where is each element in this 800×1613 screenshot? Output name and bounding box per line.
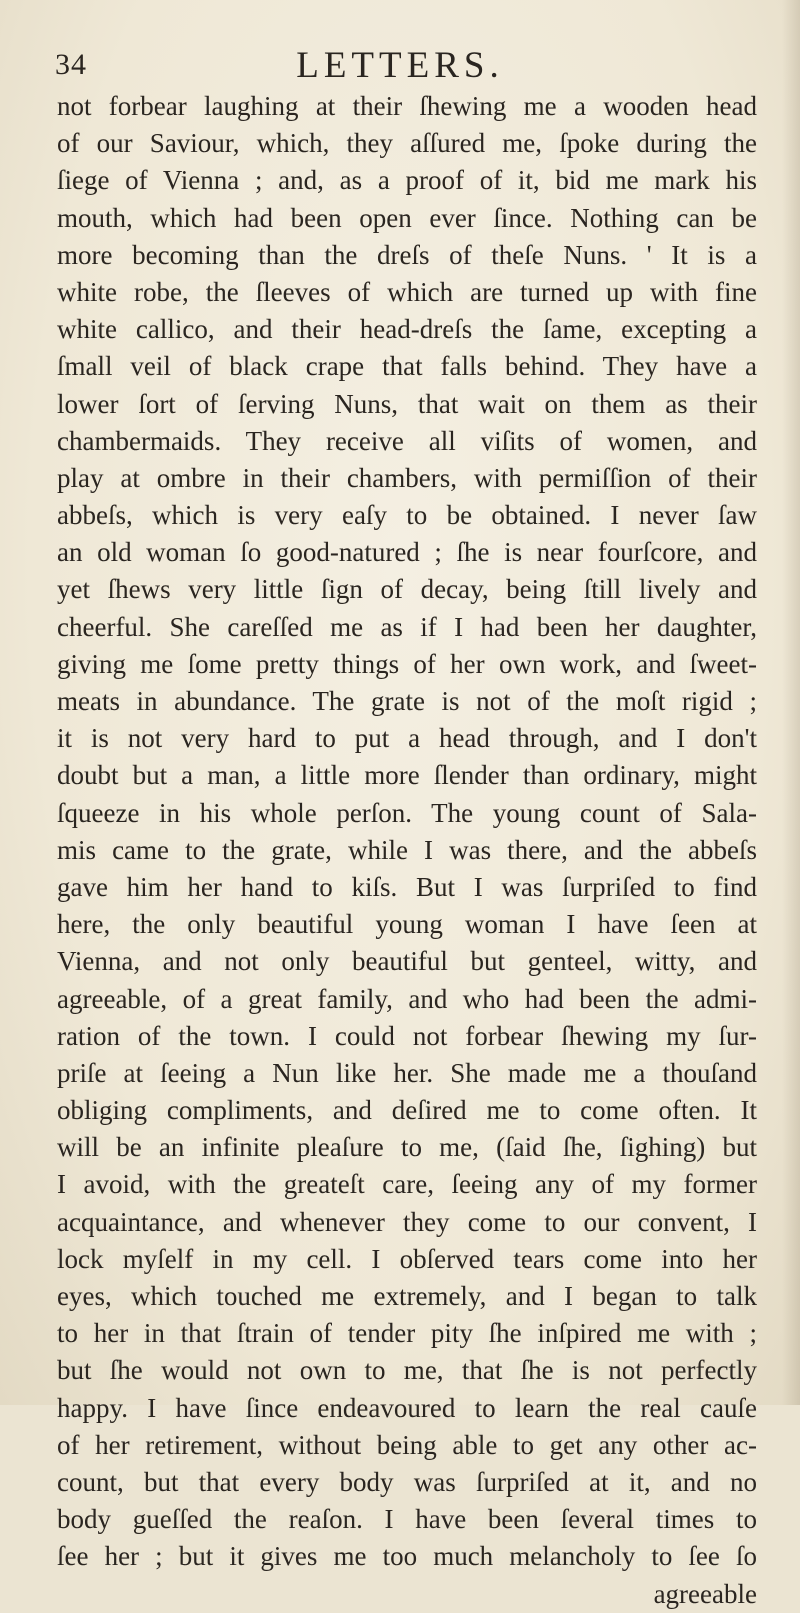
text-line: ſmall veil of black crape that falls behind. They have a: [57, 351, 757, 382]
text-line: of her retirement, without being able to get any other ac-: [57, 1429, 757, 1460]
text-line: mouth, which had been open ever ſince. Nothing can be: [57, 202, 757, 233]
text-line: lower ſort of ſerving Nuns, that wait on them as their: [57, 388, 757, 419]
text-line: play at ombre in their chambers, with permiſſion of their: [57, 462, 757, 493]
text-line: count, but that every body was ſurpriſed at it, and no: [57, 1466, 757, 1497]
text-line: Vienna, and not only beautiful but genteel, witty, and: [57, 946, 757, 977]
text-line: yet ſhews very little ſign of decay, being ſtill lively and: [57, 574, 757, 605]
text-line: agreeable, of a great family, and who had been the admi-: [57, 983, 757, 1014]
text-line: it is not very hard to put a head through, and I don't: [57, 723, 757, 754]
text-line: white callico, and their head-dreſs the ſame, excepting a: [57, 314, 757, 345]
text-line: will be an infinite pleaſure to me, (ſaid ſhe, ſighing) but: [57, 1132, 757, 1163]
text-line: of our Saviour, which, they aſſured me, ſpoke during the: [57, 128, 757, 159]
text-line: but ſhe would not own to me, that ſhe is not perfectly: [57, 1355, 757, 1386]
text-line: ſiege of Vienna ; and, as a proof of it, bid me mark his: [57, 165, 757, 196]
text-line: eyes, which touched me extremely, and I began to talk: [57, 1281, 757, 1311]
text-line: I avoid, with the greateſt care, ſeeing any of my former: [57, 1169, 757, 1200]
letter-body-text: [57, 88, 757, 1613]
catchword: agreeable: [653, 1578, 757, 1609]
text-line: abbeſs, which is very eaſy to be obtained. I never ſaw: [57, 500, 757, 531]
text-line: here, the only beautiful young woman I have ſeen at: [57, 909, 757, 940]
text-line: body gueſſed the reaſon. I have been ſeveral times to: [57, 1504, 757, 1535]
text-line: gave him her hand to kiſs. But I was ſurpriſed to find: [57, 871, 757, 902]
text-line: meats in abundance. The grate is not of the moſt rigid ;: [57, 686, 757, 716]
text-line: lock myſelf in my cell. I obſerved tears come into her: [57, 1243, 757, 1274]
text-line: ration of the town. I could not forbear ſhewing my ſur-: [57, 1020, 757, 1051]
text-line: obliging compliments, and deſired me to come often. It: [57, 1095, 757, 1126]
text-line: ſee her ; but it gives me too much melancholy to ſee ſo: [57, 1541, 757, 1572]
text-line: priſe at ſeeing a Nun like her. She made me a thouſand: [57, 1057, 757, 1088]
text-line: more becoming than the dreſs of theſe Nuns. ' It is a: [57, 239, 757, 270]
page-header: [55, 44, 745, 94]
text-line: an old woman ſo good-natured ; ſhe is near fourſcore, and: [57, 537, 757, 568]
running-head: LETTERS.: [296, 45, 504, 86]
page-number: 34: [55, 48, 87, 81]
text-line: happy. I have ſince endeavoured to learn the real cauſe: [57, 1392, 757, 1423]
text-line: white robe, the ſleeves of which are turned up with fine: [57, 276, 757, 307]
text-line: ſqueeze in his whole perſon. The young count of Sala-: [57, 797, 757, 828]
text-line: not forbear laughing at their ſhewing me a wooden head: [57, 91, 757, 121]
text-line: giving me ſome pretty things of her own work, and ſweet-: [57, 648, 757, 679]
text-line: mis came to the grate, while I was there, and the abbeſs: [57, 834, 757, 865]
text-line: to her in that ſtrain of tender pity ſhe inſpired me with ;: [57, 1318, 757, 1349]
text-line: doubt but a man, a little more ſlender than ordinary, might: [57, 760, 757, 791]
text-line: chambermaids. They receive all viſits of women, and: [57, 425, 757, 456]
text-line: acquaintance, and whenever they come to our convent, I: [57, 1206, 757, 1237]
text-line: cheerful. She careſſed me as if I had been her daughter,: [57, 611, 757, 642]
